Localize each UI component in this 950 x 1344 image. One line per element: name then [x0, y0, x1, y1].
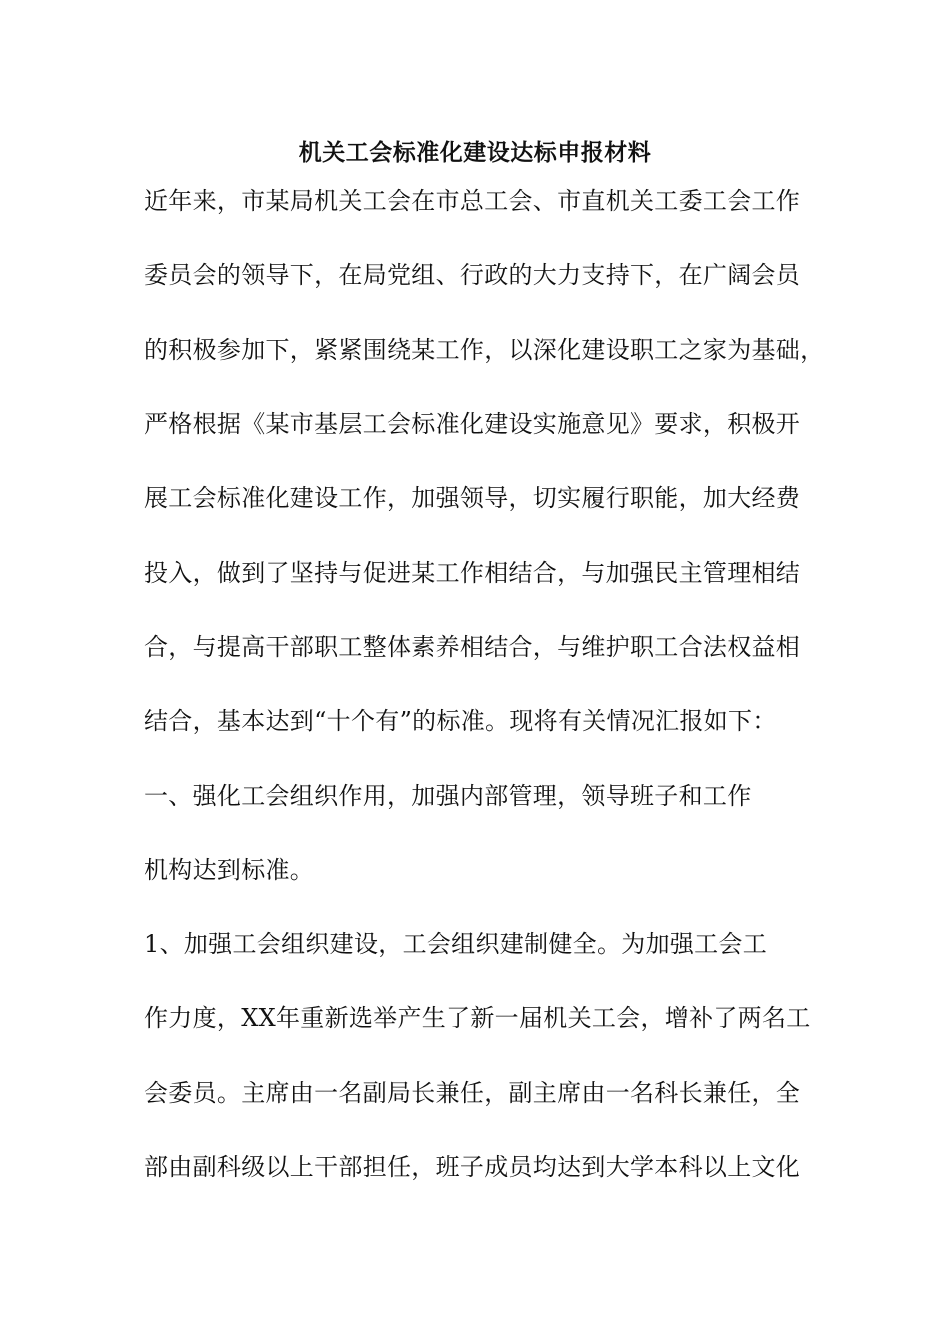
- body-line: 投入，做到了坚持与促进某工作相结合，与加强民主管理相结: [144, 559, 801, 587]
- body-line: 展工会标准化建设工作，加强领导，切实履行职能，加大经费: [144, 484, 801, 512]
- body-line: 合，与提高干部职工整体素养相结合，与维护职工合法权益相: [144, 633, 801, 661]
- body-line: 严格根据《某市基层工会标准化建设实施意见》要求，积极开: [144, 410, 801, 438]
- body-line: 1、加强工会组织建设，工会组织建制健全。为加强工会工: [144, 930, 768, 958]
- body-line: 部由副科级以上干部担任，班子成员均达到大学本科以上文化: [144, 1153, 801, 1181]
- body-line: 一、强化工会组织作用，加强内部管理，领导班子和工作: [144, 782, 752, 810]
- document-title: 机关工会标准化建设达标申报材料: [298, 139, 652, 166]
- body-line: 机构达到标准。: [144, 856, 315, 884]
- body-line: 委员会的领导下，在局党组、行政的大力支持下，在广阔会员: [144, 261, 801, 289]
- body-line: 的积极参加下，紧紧围绕某工作，以深化建设职工之家为基础，: [144, 336, 825, 364]
- body-line: 会委员。主席由一名副局长兼任，副主席由一名科长兼任，全: [144, 1079, 801, 1107]
- body-line: 结合，基本达到“十个有”的标准。现将有关情况汇报如下：: [144, 707, 777, 735]
- body-line: 近年来，市某局机关工会在市总工会、市直机关工委工会工作: [144, 187, 801, 215]
- body-line: 作力度，XX年重新选举产生了新一届机关工会，增补了两名工: [144, 1004, 811, 1032]
